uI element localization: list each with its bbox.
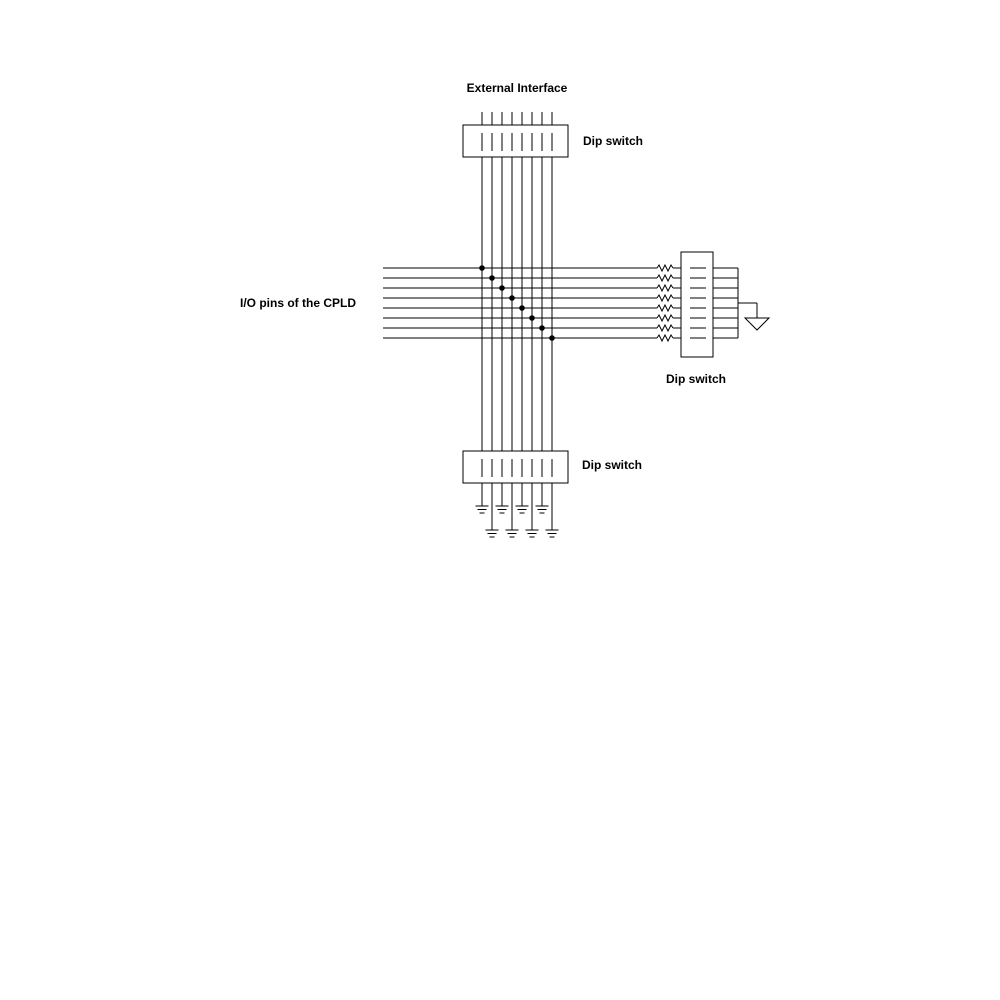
earth-ground-symbol — [526, 530, 539, 537]
resistor-symbol — [657, 305, 673, 311]
dip-switch-top-label: Dip switch — [583, 134, 644, 148]
junction-dot — [549, 335, 555, 341]
earth-ground-symbol — [516, 506, 529, 513]
resistor-symbol — [657, 275, 673, 281]
external-interface-label: External Interface — [466, 81, 568, 95]
resistor-symbol — [657, 335, 673, 341]
ground-arrow-symbol — [745, 318, 769, 330]
earth-ground-symbol — [546, 530, 559, 537]
junction-dot — [489, 275, 495, 281]
junction-dot — [539, 325, 545, 331]
resistor-symbol — [657, 265, 673, 271]
resistor-symbol — [657, 285, 673, 291]
junction-dot — [519, 305, 525, 311]
earth-ground-symbol — [506, 530, 519, 537]
junction-dot — [479, 265, 485, 271]
earth-ground-symbol — [476, 506, 489, 513]
dip-switch-right-label: Dip switch — [665, 372, 727, 386]
earth-ground-symbol — [536, 506, 549, 513]
schematic-wires — [383, 112, 769, 537]
earth-ground-symbol — [486, 530, 499, 537]
resistor-symbol — [657, 325, 673, 331]
junction-dot — [529, 315, 535, 321]
dip-switch-bottom-label: Dip switch — [582, 458, 643, 472]
resistor-symbol — [657, 315, 673, 321]
junction-dot — [509, 295, 515, 301]
io-pins-label: I/O pins of the CPLD — [240, 296, 356, 310]
junction-dot — [499, 285, 505, 291]
earth-ground-symbol — [496, 506, 509, 513]
resistor-symbol — [657, 295, 673, 301]
